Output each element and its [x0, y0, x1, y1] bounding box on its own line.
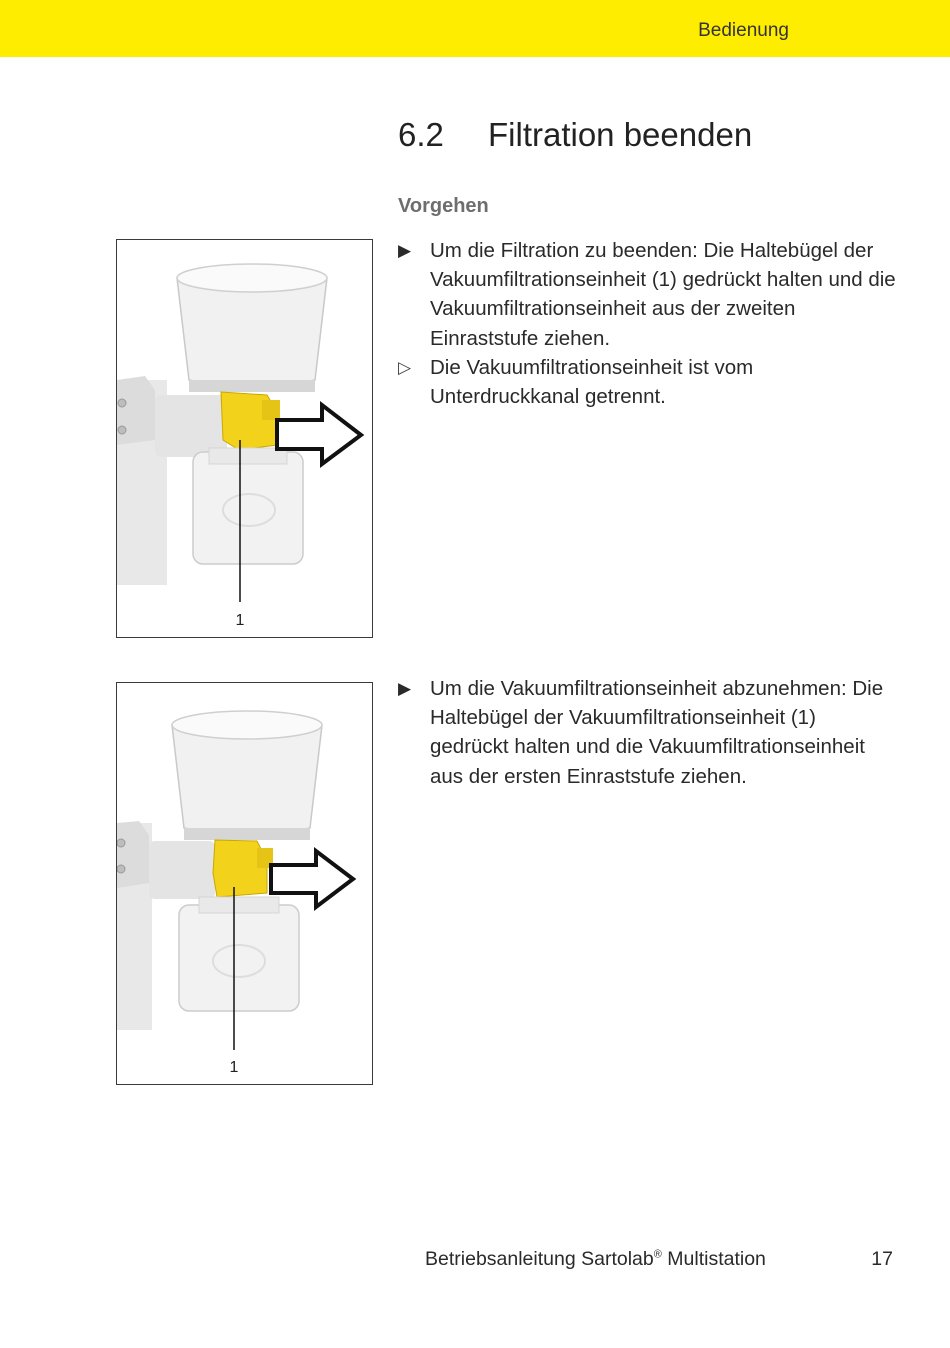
footer-title: Betriebsanleitung Sartolab — [425, 1248, 654, 1270]
pull-direction-arrow — [271, 851, 353, 907]
figure-1 — [116, 239, 373, 638]
action-marker-icon: ▶ — [398, 679, 412, 698]
page-number: 17 — [871, 1248, 893, 1270]
result-marker-icon: ▷ — [398, 357, 412, 377]
callout-label: 1 — [235, 612, 245, 629]
filtration-unit-illustration-1 — [117, 240, 372, 637]
step-text: Um die Vakuumfiltrationseinheit abzunehmen: Die Haltebügel der Vakuumfiltrationseinheit (1) gedrückt halten und die Vakuumfiltrationseinheit aus der ersten Einraststufe ziehen. — [430, 677, 884, 788]
bottle — [193, 452, 303, 564]
station-head — [117, 376, 155, 445]
footer-product: Multistation — [661, 1248, 766, 1270]
vacuum-channel — [149, 841, 215, 899]
section-number: 6.2 — [398, 116, 444, 153]
step-text: Die Vakuumfiltrationseinheit ist vom Unterdruckkanal getrennt. — [430, 355, 754, 409]
action-marker-icon: ▶ — [398, 241, 412, 260]
chapter-label: Bedienung — [698, 20, 789, 41]
section-title — [398, 116, 752, 154]
registered-mark: ® — [653, 1248, 662, 1261]
procedure-heading: Vorgehen — [398, 195, 489, 217]
section-title-text: Filtration beenden — [488, 116, 753, 153]
steps-list-2 — [398, 674, 898, 791]
header-bar — [0, 0, 950, 57]
step-action — [398, 236, 898, 353]
steps-list-1 — [398, 236, 898, 411]
callout-label: 1 — [229, 1059, 239, 1076]
station-head — [117, 821, 149, 888]
footer-document-title — [425, 1248, 766, 1271]
step-text: Um die Filtration zu beenden: Die Haltebügel der Vakuumfiltrationseinheit (1) gedrückt halten und die Vakuumfiltrationseinheit aus der zweiten Einraststufe ziehen. — [430, 239, 896, 350]
filtration-unit-illustration-2 — [117, 683, 372, 1084]
step-action — [398, 674, 898, 791]
figure-2 — [116, 682, 373, 1085]
bottle — [179, 905, 299, 1011]
step-result — [398, 353, 898, 411]
